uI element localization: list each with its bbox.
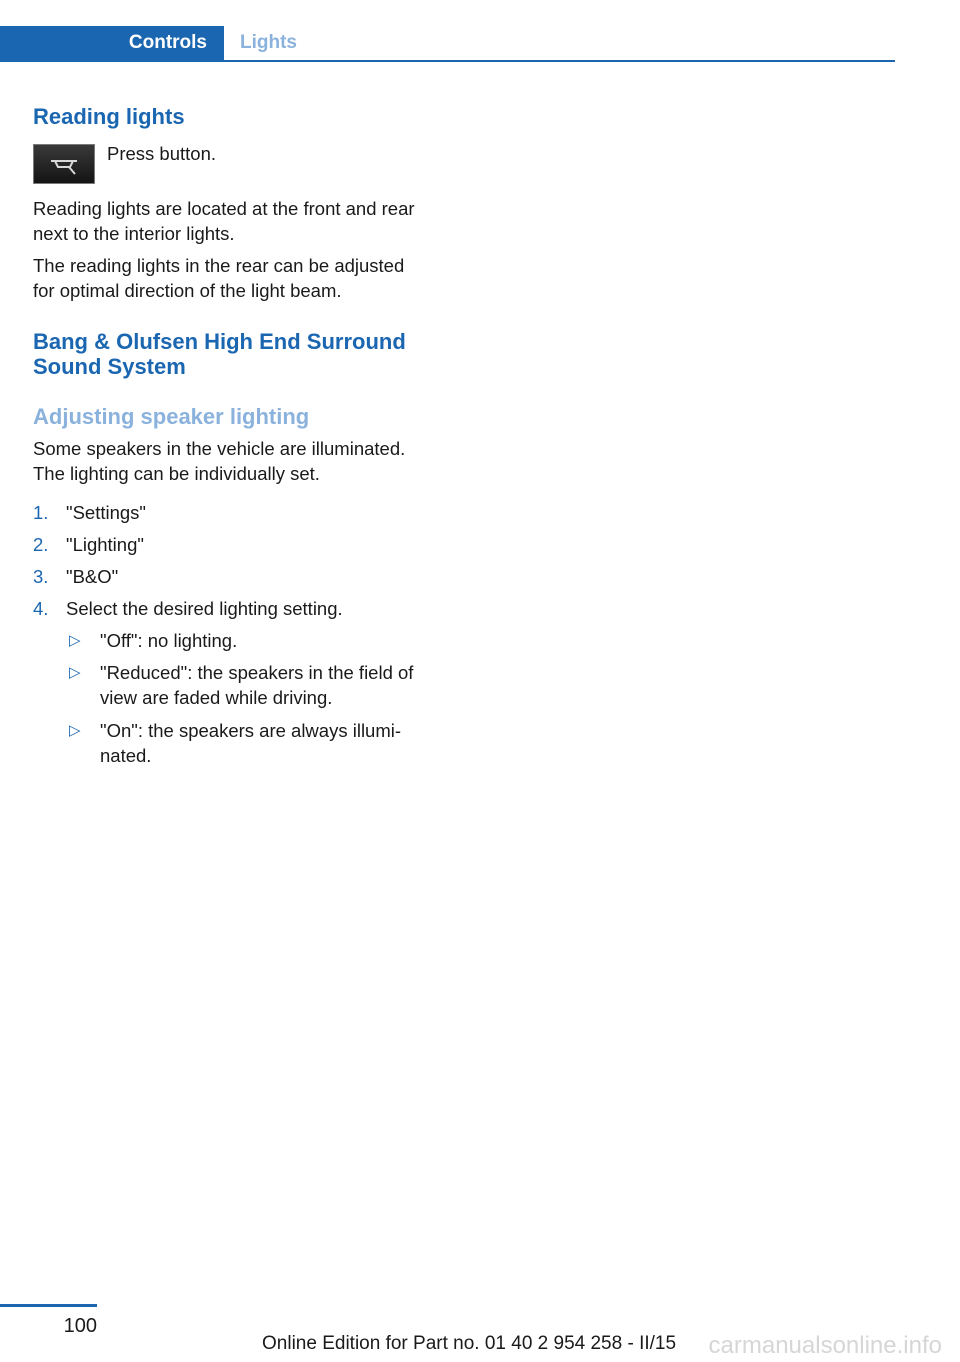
chapter-tab-lights: Lights: [240, 32, 297, 53]
section-tab-controls: Controls: [0, 26, 224, 62]
step-text: "Lighting": [66, 534, 144, 555]
step-text: Select the desired lighting setting.: [66, 598, 343, 619]
step-number: 3.: [33, 566, 49, 587]
sound-system-heading-line1: Bang & Olufsen High End Surround: [33, 329, 406, 354]
sound-system-heading-line2: Sound System: [33, 354, 186, 379]
reading-lights-para2-line2: for optimal direction of the light beam.: [33, 280, 342, 301]
speaker-intro-line2: The lighting can be individually set.: [33, 463, 320, 484]
option-bullet-icon: ▷: [69, 632, 81, 649]
step-number: 1.: [33, 502, 49, 523]
step-number: 4.: [33, 598, 49, 619]
footer-rule: [0, 1304, 97, 1307]
press-button-text: Press button.: [107, 143, 217, 164]
watermark: carmanualsonline.info: [708, 1332, 942, 1359]
option-text-reduced-line1: "Reduced": the speakers in the field of: [100, 662, 414, 683]
reading-lights-heading: Reading lights: [33, 104, 185, 129]
page-header: [0, 26, 895, 62]
option-text-reduced-line2: view are faded while driving.: [100, 687, 333, 708]
reading-lights-para2-line1: The reading lights in the rear can be adjusted: [33, 255, 405, 276]
option-bullet-icon: ▷: [69, 664, 81, 681]
option-text-off: "Off": no lighting.: [100, 630, 238, 651]
option-text-on-line1: "On": the speakers are always illumi‐: [100, 720, 402, 741]
step-number: 2.: [33, 534, 49, 555]
header-rule: [0, 60, 895, 62]
option-bullet-icon: ▷: [69, 722, 81, 739]
reading-light-button-icon: [33, 144, 95, 184]
speaker-intro-line1: Some speakers in the vehicle are illuminated.: [33, 438, 406, 459]
step-text: "Settings": [66, 502, 146, 523]
speaker-lighting-subheading: Adjusting speaker lighting: [33, 404, 310, 429]
step-text: "B&O": [66, 566, 119, 587]
reading-lights-para1-line1: Reading lights are located at the front and rear: [33, 198, 415, 219]
edition-text: Online Edition for Part no. 01 40 2 954 258 - II/15: [262, 1333, 677, 1354]
option-text-on-line2: nated.: [100, 745, 152, 766]
reading-lights-para1-line2: next to the interior lights.: [33, 223, 235, 244]
page-number: 100: [63, 1315, 97, 1337]
reading-light-symbol: [34, 145, 94, 183]
